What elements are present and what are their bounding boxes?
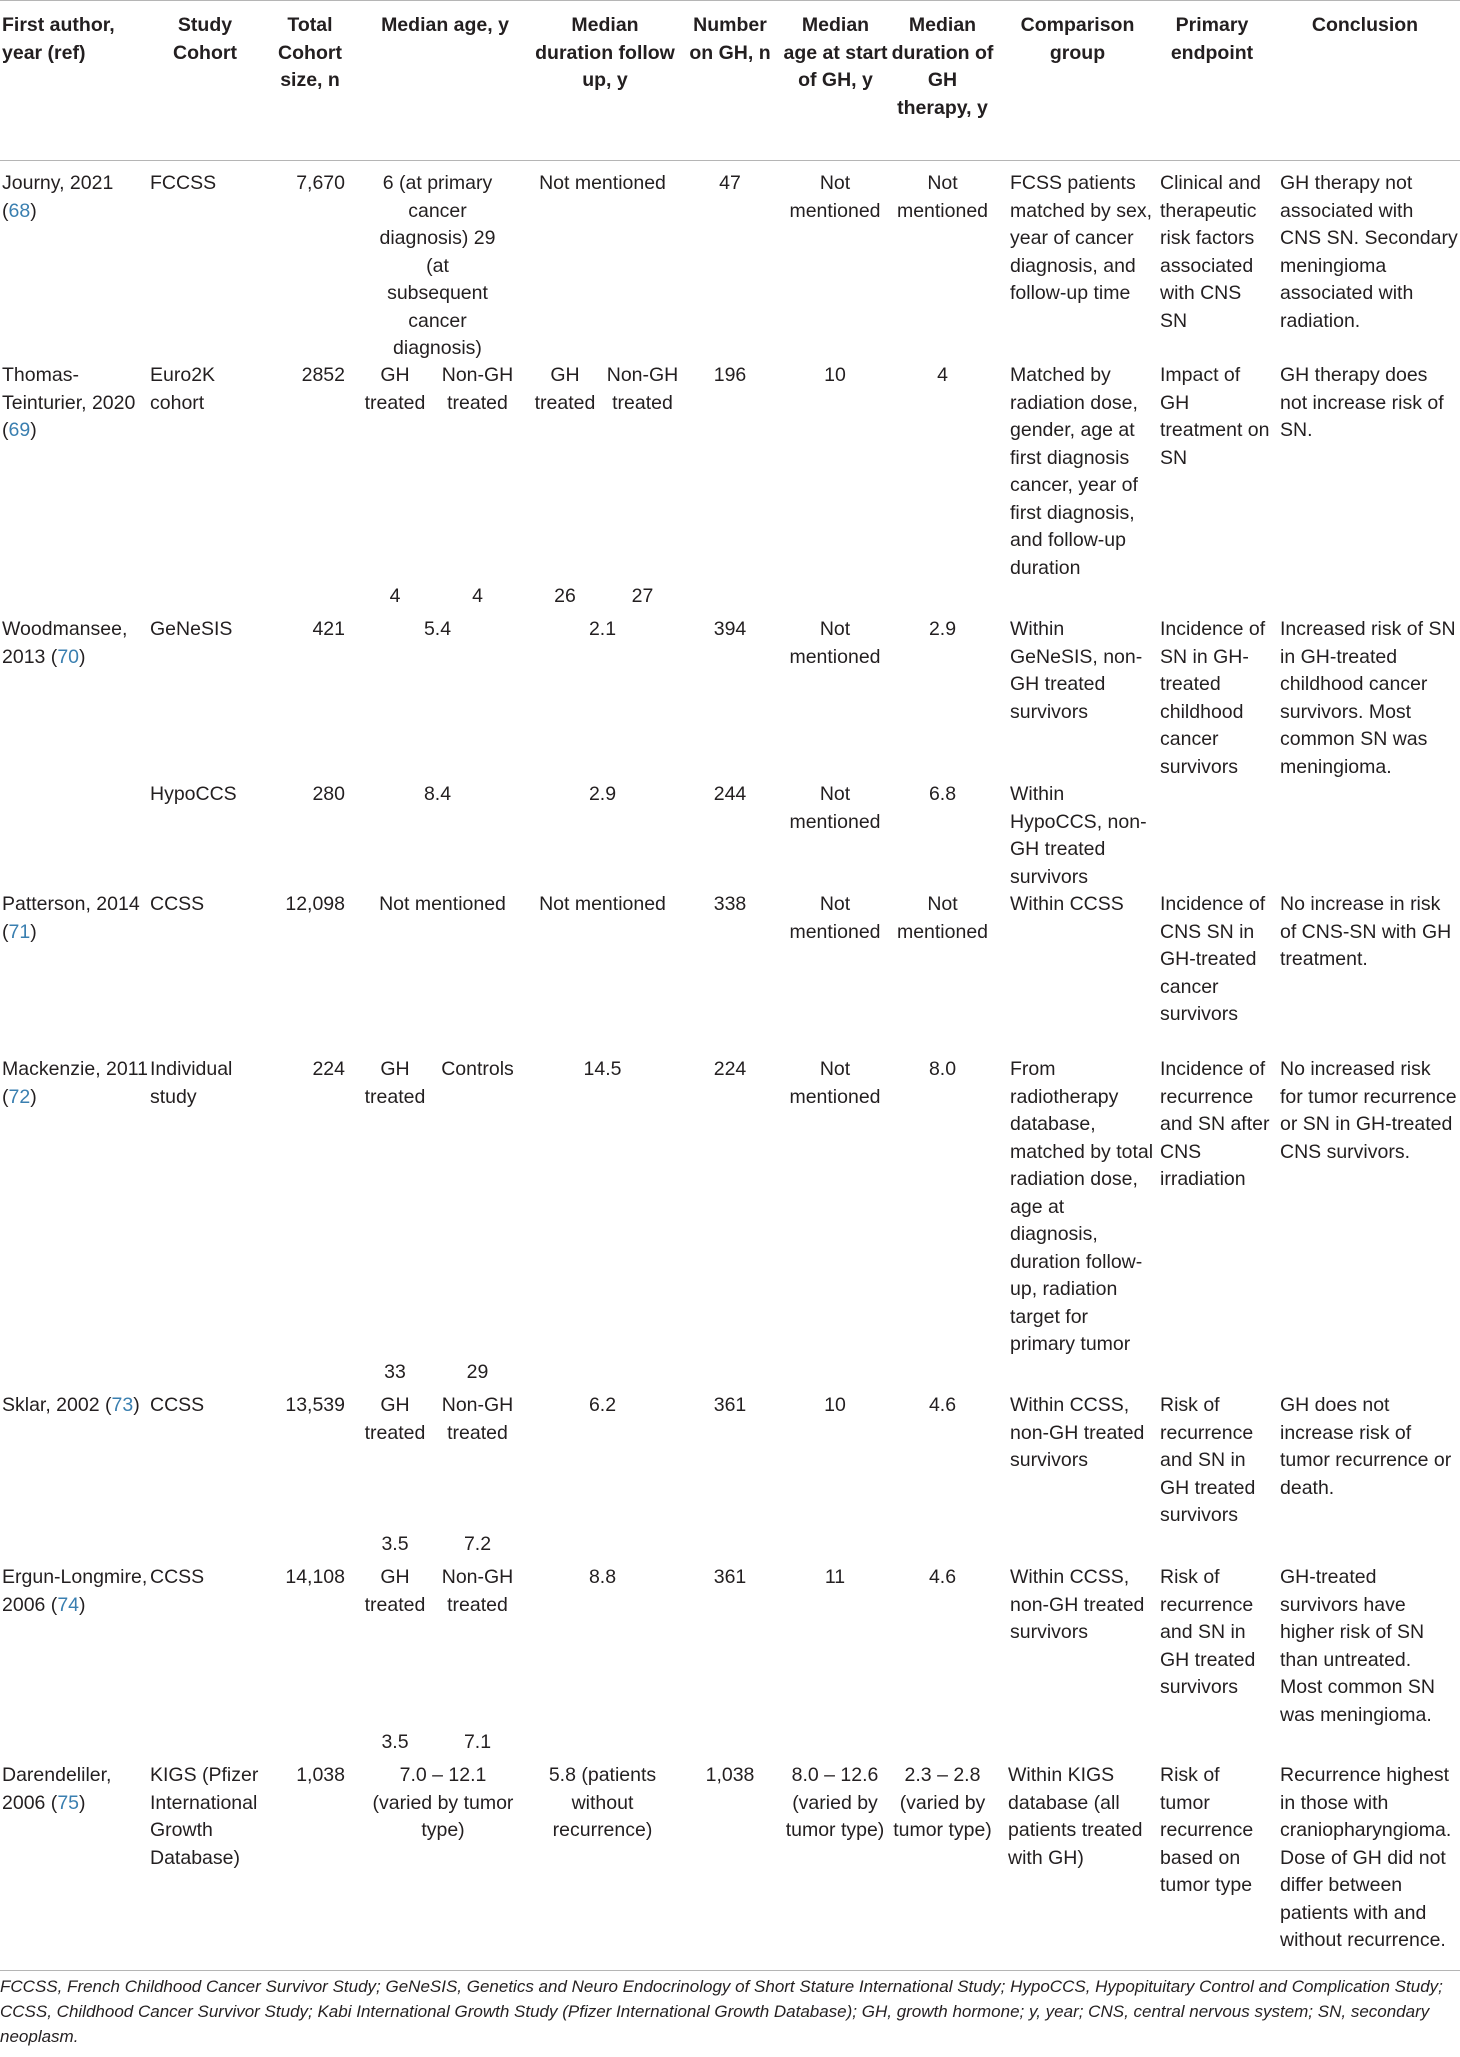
duration-cell: 4 <box>937 364 948 386</box>
age-cell: 6 (at primary cancer diagnosis) 29 (at subsequent cancer diagnosis) <box>379 172 496 359</box>
age-gh-value: 4 <box>389 585 401 607</box>
age-nongh-value: 4 <box>472 585 483 607</box>
ref-link[interactable]: 68 <box>8 199 31 222</box>
age-cell: 5.4 <box>423 618 452 640</box>
followup-cell: 2.1 <box>588 618 617 640</box>
size-cell: 421 <box>312 618 345 640</box>
table-footnote: FCCSS, French Childhood Cancer Survivor Study; GeNeSIS, Genetics and Neuro Endocrinology of Short Stature International Study; HypoCCS, Hypopituitary Control and Complication Study; CCSS, Childhood Cancer Survivor Study; Kabi International Growth Study (Pfizer International Growth Database); GH, growth hormone; y, year; CNS, central nervous system; SN, secondary neoplasm. <box>0 1977 1443 2046</box>
duration-cell: 8.0 <box>928 1058 957 1080</box>
gh-n-cell: 394 <box>713 618 747 640</box>
age-gh-value: 3.5 <box>381 1533 409 1555</box>
conclusion-cell: Increased risk of SN in GH-treated childhood cancer survivors. Most common SN was meningioma. <box>1280 618 1456 778</box>
ref-link[interactable]: 70 <box>57 645 80 668</box>
comparison-cell: Matched by radiation dose, gender, age at first diagnosis cancer, year of first diagnosis, and follow-up duration <box>1010 364 1138 579</box>
gh-n-cell: 361 <box>713 1394 747 1416</box>
ref-link[interactable]: 72 <box>8 1085 31 1108</box>
endpoint-cell: Risk of recurrence and SN in GH treated survivors <box>1160 1566 1256 1698</box>
author-cell: Mackenzie, 2011 (72) <box>2 1058 148 1108</box>
endpoint-cell: Incidence of SN in GH-treated childhood cancer survivors <box>1160 618 1266 778</box>
col-header-start-age: Median age at start of GH, y <box>783 14 888 91</box>
conclusion-cell: GH does not increase risk of tumor recurrence or death. <box>1280 1394 1452 1499</box>
cohort-cell: FCCSS <box>150 172 217 194</box>
comparison-cell: FCSS patients matched by sex, year of cancer diagnosis, and follow-up time <box>1010 172 1152 304</box>
col-header-comparison: Comparison group <box>1020 14 1135 64</box>
followup-cell: 14.5 <box>583 1058 622 1080</box>
author-cell: Woodmansee, 2013 (70) <box>2 618 128 668</box>
age-gh-value: 3.5 <box>381 1731 409 1753</box>
comparison-cell: Within CCSS, non-GH treated survivors <box>1010 1566 1145 1643</box>
start-age-cell: Not mentioned <box>789 172 881 222</box>
col-header-cohort: Study Cohort <box>173 14 237 64</box>
col-header-followup: Median duration follow up, y <box>535 14 675 91</box>
ref-link[interactable]: 73 <box>111 1394 134 1416</box>
fu-nongh-value: 27 <box>631 585 654 607</box>
age-gh-label: GH treated <box>364 1566 426 1616</box>
duration-cell: 4.6 <box>928 1394 957 1416</box>
age-cell: Not mentioned <box>379 893 506 915</box>
size-cell: 1,038 <box>296 1764 345 1786</box>
duration-cell: 2.3 – 2.8 (varied by tumor type) <box>893 1764 992 1841</box>
comparison-cell: From radiotherapy database, matched by total radiation dose, age at diagnosis, duration follow-up, radiation target for primary tumor <box>1010 1058 1154 1355</box>
endpoint-cell: Clinical and therapeutic risk factors associated with CNS SN <box>1160 172 1261 332</box>
age-nongh-label: Non-GH treated <box>441 1566 514 1616</box>
age-gh-label: GH treated <box>364 364 426 414</box>
age-gh-value: 33 <box>384 1361 406 1383</box>
comparison-cell: Within CCSS, non-GH treated survivors <box>1010 1394 1145 1471</box>
fu-gh-value: 26 <box>554 585 576 607</box>
col-header-size: Total Cohort size, n <box>278 14 342 91</box>
followup-cell: Not mentioned <box>539 893 666 915</box>
cohort-cell: GeNeSIS <box>150 618 233 640</box>
age-nongh-label: Controls <box>441 1058 514 1080</box>
table-bottom-rule <box>0 1970 1460 1971</box>
fu-gh-label: GH treated <box>534 364 596 414</box>
endpoint-cell: Risk of tumor recurrence based on tumor type <box>1160 1764 1254 1896</box>
gh-n-cell: 196 <box>713 364 747 386</box>
size-cell: 12,098 <box>285 893 345 915</box>
gh-n-cell: 224 <box>713 1058 747 1080</box>
author-cell: Thomas-Teinturier, 2020 (69) <box>2 364 136 441</box>
cohort-cell: CCSS <box>150 1394 205 1416</box>
duration-cell: Not mentioned <box>896 172 989 222</box>
start-age-cell: Not mentioned <box>789 618 881 668</box>
size-cell: 2852 <box>301 364 345 386</box>
col-header-duration: Median duration of GH therapy, y <box>891 14 994 119</box>
author-cell: Darendeliler, 2006 (75) <box>2 1764 112 1814</box>
size-cell: 14,108 <box>285 1566 345 1588</box>
comparison-cell: Within KIGS database (all patients treated with GH) <box>1008 1764 1143 1869</box>
comparison-cell: Within GeNeSIS, non-GH treated survivors <box>1010 618 1143 723</box>
conclusion-cell: Recurrence highest in those with craniopharyngioma. Dose of GH did not differ between patients with and without recurrence. <box>1280 1764 1452 1951</box>
followup-cell: 2.9 <box>588 783 617 805</box>
gh-n-cell: 244 <box>713 783 747 805</box>
header-bottom-rule <box>0 160 1460 161</box>
gh-n-cell: 47 <box>719 172 741 194</box>
comparison-cell: Within CCSS <box>1010 893 1124 915</box>
age-cell: 8.4 <box>423 783 452 805</box>
gh-n-cell: 361 <box>713 1566 747 1588</box>
gh-n-cell: 1,038 <box>705 1764 755 1786</box>
duration-cell: 4.6 <box>928 1566 957 1588</box>
cohort-cell: CCSS <box>150 1566 205 1588</box>
start-age-cell: 10 <box>824 1394 846 1416</box>
start-age-cell: Not mentioned <box>789 1058 881 1108</box>
start-age-cell: Not mentioned <box>789 893 881 943</box>
endpoint-cell: Impact of GH treatment on SN <box>1160 364 1270 469</box>
author-cell: Journy, 2021 (68) <box>2 172 114 222</box>
ref-link[interactable]: 69 <box>8 419 31 441</box>
cohort-cell: KIGS (Pfizer International Growth Database) <box>150 1764 259 1869</box>
author-cell: Ergun-Longmire, 2006 (74) <box>2 1566 148 1616</box>
size-cell: 13,539 <box>285 1394 345 1416</box>
table-top-rule <box>0 0 1460 1</box>
col-header-age: Median age, y <box>381 14 509 36</box>
age-gh-label: GH treated <box>364 1058 426 1108</box>
ref-link[interactable]: 74 <box>57 1593 80 1616</box>
age-cell: 7.0 – 12.1 (varied by tumor type) <box>372 1764 514 1841</box>
conclusion-cell: No increased risk for tumor recurrence or SN in GH-treated CNS survivors. <box>1280 1058 1457 1163</box>
conclusion-cell: GH therapy does not increase risk of SN. <box>1280 364 1444 441</box>
cohort-cell: CCSS <box>150 893 205 915</box>
endpoint-cell: Incidence of CNS SN in GH-treated cancer survivors <box>1160 893 1266 1025</box>
duration-cell: Not mentioned <box>896 893 989 943</box>
cohort-cell: Euro2K cohort <box>150 364 216 414</box>
age-nongh-label: Non-GH treated <box>441 364 514 414</box>
col-header-gh-n: Number on GH, n <box>689 14 771 64</box>
age-nongh-label: Non-GH treated <box>441 1394 514 1444</box>
col-header-endpoint: Primary endpoint <box>1170 14 1254 64</box>
ref-link[interactable]: 71 <box>8 920 31 943</box>
followup-cell: 6.2 <box>588 1394 617 1416</box>
gh-n-cell: 338 <box>713 893 747 915</box>
size-cell: 280 <box>312 783 345 805</box>
duration-cell: 6.8 <box>928 783 957 805</box>
followup-cell: 5.8 (patients without recurrence) <box>548 1764 657 1841</box>
age-nongh-value: 29 <box>466 1361 489 1383</box>
ref-link[interactable]: 75 <box>57 1791 80 1814</box>
comparison-cell: Within HypoCCS, non-GH treated survivors <box>1010 783 1147 888</box>
cohort-cell: Individual study <box>150 1058 233 1108</box>
col-header-author: First author, year (ref) <box>2 14 115 64</box>
fu-nongh-label: Non-GH treated <box>606 364 679 414</box>
followup-cell: Not mentioned <box>539 172 666 194</box>
start-age-cell: 11 <box>824 1566 846 1588</box>
size-cell: 224 <box>312 1058 345 1080</box>
start-age-cell: Not mentioned <box>789 783 881 833</box>
conclusion-cell: GH-treated survivors have higher risk of SN than untreated. Most common SN was meningioma. <box>1280 1566 1435 1726</box>
conclusion-cell: GH therapy not associated with CNS SN. Secondary meningioma associated with radiation. <box>1280 172 1458 332</box>
age-nongh-value: 7.1 <box>463 1731 492 1753</box>
conclusion-cell: No increase in risk of CNS-SN with GH treatment. <box>1280 893 1452 970</box>
author-cell: Patterson, 2014 (71) <box>2 893 140 943</box>
followup-cell: 8.8 <box>588 1566 617 1588</box>
endpoint-cell: Risk of recurrence and SN in GH treated survivors <box>1160 1394 1256 1526</box>
endpoint-cell: Incidence of recurrence and SN after CNS irradiation <box>1160 1058 1270 1190</box>
age-nongh-value: 7.2 <box>463 1533 492 1555</box>
age-gh-label: GH treated <box>364 1394 426 1444</box>
author-cell: Sklar, 2002 (73) <box>2 1394 140 1416</box>
col-header-conclusion: Conclusion <box>1311 14 1419 36</box>
cohort-cell: HypoCCS <box>150 783 237 805</box>
duration-cell: 2.9 <box>928 618 957 640</box>
start-age-cell: 10 <box>824 364 846 386</box>
start-age-cell: 8.0 – 12.6 (varied by tumor type) <box>785 1764 885 1841</box>
size-cell: 7,670 <box>296 172 345 194</box>
